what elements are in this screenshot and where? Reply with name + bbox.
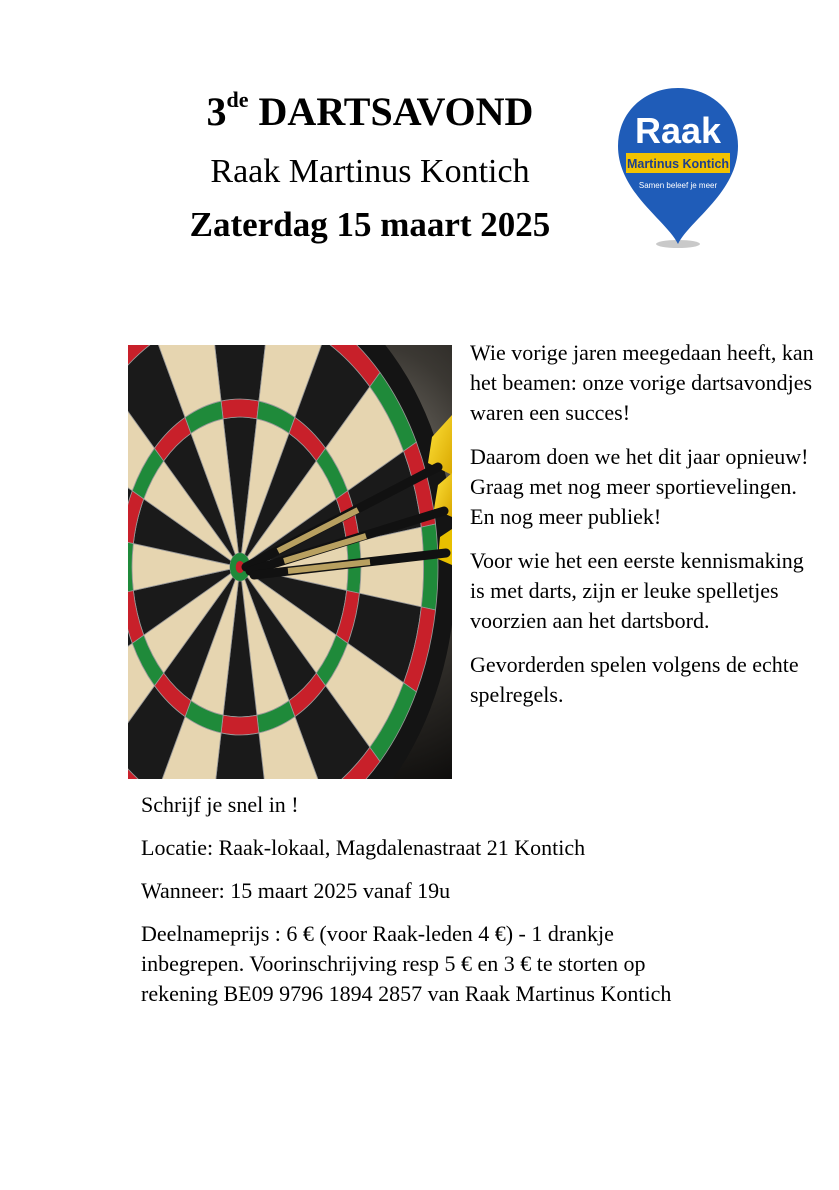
logo-tagline: Samen beleef je meer xyxy=(638,181,718,190)
logo-brand: Raak xyxy=(634,110,722,151)
raak-logo xyxy=(616,86,740,252)
dartboard-segment xyxy=(421,524,438,610)
price-line-2: inbegrepen. Voorinschrijving resp 5 € en 3 € te storten op xyxy=(141,951,646,976)
organization-name: Raak Martinus Kontich xyxy=(210,153,530,190)
title-main: DARTSAVOND xyxy=(258,89,534,134)
price-line-1: Deelnameprijs : 6 € (voor Raak-leden 4 €) - 1 drankje xyxy=(141,921,614,946)
intro-text xyxy=(470,338,825,724)
intro-paragraph-2: Daarom doen we het dit jaar opnieuw! Graag met nog meer sportievelingen. En nog meer publiek! xyxy=(470,444,825,529)
dartboard-photo xyxy=(128,345,452,779)
title-suffix: de xyxy=(226,87,249,112)
location-line: Locatie: Raak-lokaal, Magdalenastraat 21 Kontich xyxy=(141,835,586,860)
price-line-3: rekening BE09 9796 1894 2857 van Raak Martinus Kontich xyxy=(141,981,672,1006)
title-ordinal: 3 xyxy=(206,89,227,134)
dartboard-segment xyxy=(359,527,423,607)
page-title xyxy=(140,84,600,140)
event-date: Zaterdag 15 maart 2025 xyxy=(189,205,551,244)
event-details xyxy=(141,790,821,1022)
intro-paragraph-1: Wie vorige jaren meegedaan heeft, kan het beamen: onze vorige dartsavondjes waren een succes! xyxy=(470,340,814,425)
price-line xyxy=(141,919,821,1009)
intro-paragraph-3: Voor wie het een eerste kennismaking is met darts, zijn er leuke spelletjes voorzien aan het dartsbord. xyxy=(470,548,804,633)
signup-call: Schrijf je snel in ! xyxy=(141,792,299,817)
dartboard-segment xyxy=(221,715,259,735)
dartboard-segment xyxy=(221,399,259,419)
when-line: Wanneer: 15 maart 2025 vanaf 19u xyxy=(141,878,451,903)
title-block xyxy=(140,84,600,248)
logo-name: Martinus Kontich xyxy=(626,157,730,171)
intro-paragraph-4: Gevorderden spelen volgens de echte spelregels. xyxy=(470,652,799,707)
